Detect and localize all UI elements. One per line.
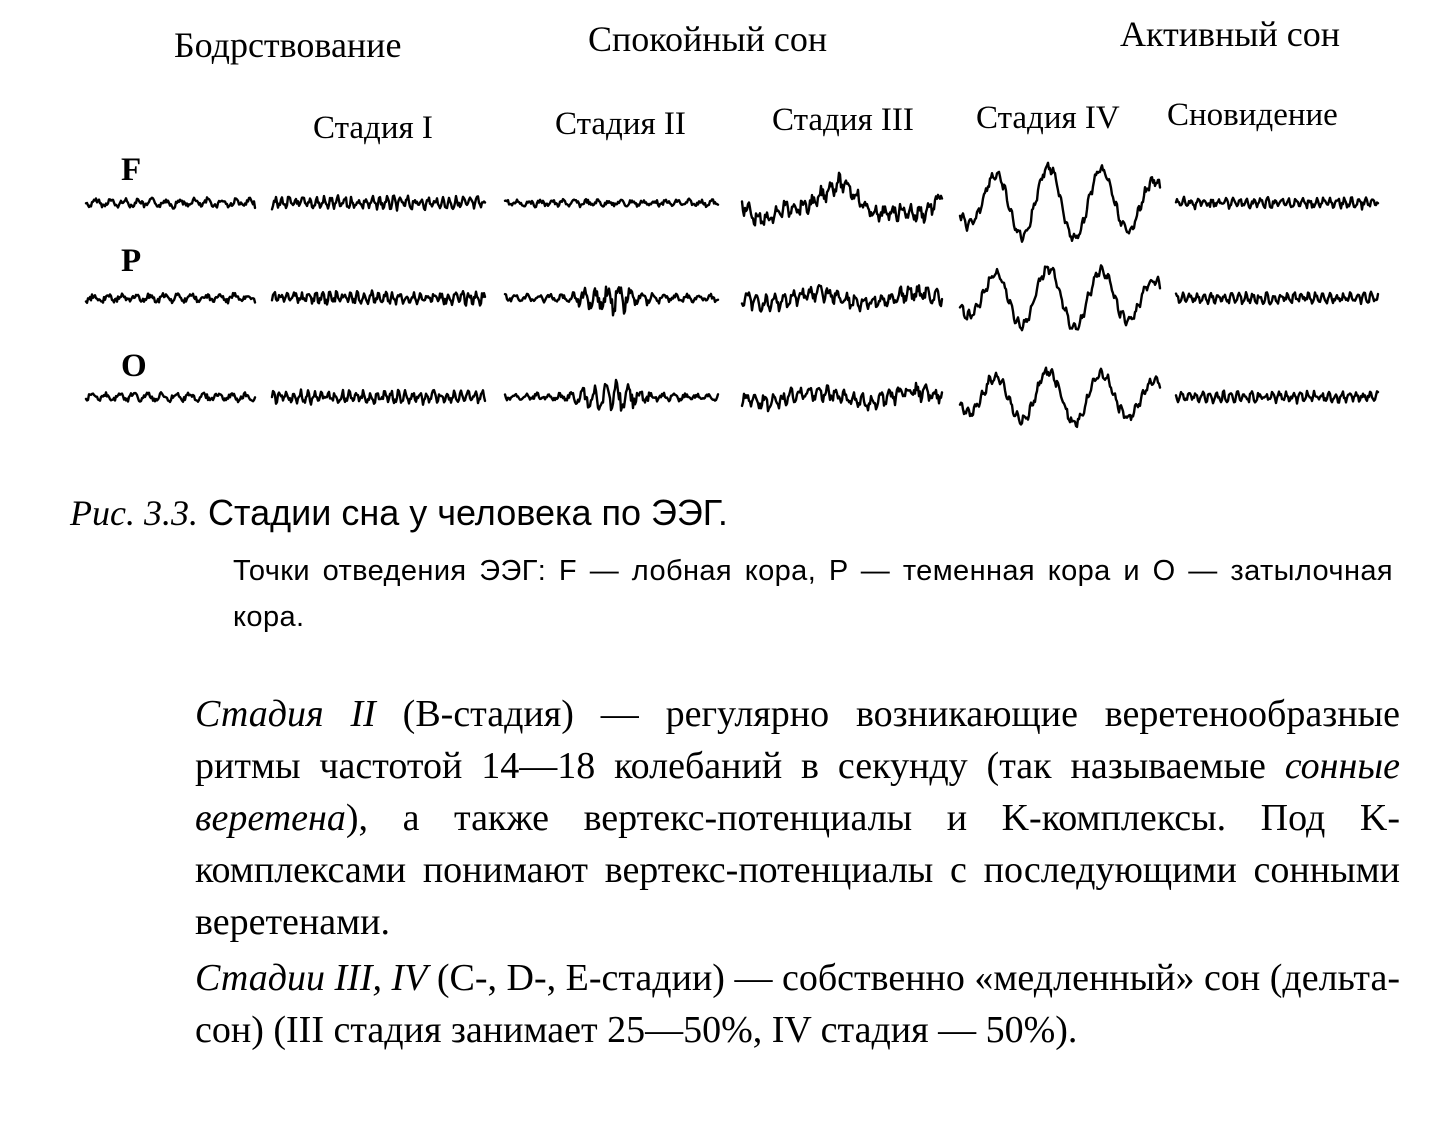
eeg-trace-f-4 bbox=[742, 173, 942, 226]
stage-label-1: Стадия I bbox=[313, 110, 433, 146]
paragraph-stage-2-text-a: (B-стадия) — регулярно возникающие веретенообразные ритмы частотой 14—18 колебаний в секунду (так называемые bbox=[195, 693, 1400, 787]
eeg-trace-p-6 bbox=[1176, 292, 1378, 305]
eeg-trace-p-4 bbox=[742, 285, 942, 311]
eeg-trace-f-1 bbox=[86, 197, 255, 208]
stage-label-4: Стадия IV bbox=[976, 100, 1120, 136]
stage-label-dream: Сновидение bbox=[1167, 97, 1338, 133]
eeg-trace-p-5 bbox=[960, 265, 1160, 330]
eeg-trace-o-5 bbox=[960, 368, 1160, 427]
paragraph-stage-2 bbox=[195, 688, 1400, 948]
term-sleep-spindles: сонные веретена bbox=[195, 745, 1400, 839]
eeg-trace-f-3 bbox=[505, 199, 718, 208]
eeg-trace-o-2 bbox=[272, 390, 485, 405]
eeg-trace-p-3 bbox=[505, 287, 718, 316]
lead-label-p: P bbox=[121, 243, 142, 279]
eeg-trace-p-1 bbox=[86, 293, 255, 303]
term-stage-3-4: Стадии III, IV bbox=[195, 957, 428, 999]
eeg-trace-p-2 bbox=[272, 291, 485, 306]
group-label-active-sleep: Активный сон bbox=[1120, 14, 1340, 54]
paragraph-stage-2-text-b: ), а также вертекс-потенциалы и K-комплексы. Под K-комплексами понимают вертекс-потенциалы с последующими сонными веретенами. bbox=[195, 797, 1400, 943]
eeg-trace-o-4 bbox=[742, 383, 942, 411]
eeg-trace-f-5 bbox=[960, 163, 1160, 242]
group-label-wake: Бодрствование bbox=[174, 25, 402, 65]
lead-label-o: O bbox=[121, 348, 147, 384]
figure-number: Рис. 3.3. bbox=[70, 493, 198, 533]
figure-title: Стадии сна у человека по ЭЭГ. bbox=[207, 492, 728, 533]
eeg-trace-o-6 bbox=[1176, 391, 1378, 404]
stage-label-3: Стадия III bbox=[772, 102, 914, 138]
term-stage-2: Стадия II bbox=[195, 693, 376, 735]
paragraph-stage-3-4-text: (C-, D-, E-стадии) — собственно «медленный» сон (дельта-сон) (III стадия занимает 25—50%, IV стадия — 50%). bbox=[195, 957, 1401, 1051]
paragraph-stage-3-4 bbox=[195, 952, 1400, 1056]
eeg-trace-o-1 bbox=[86, 392, 255, 402]
stage-label-2: Стадия II bbox=[555, 106, 686, 142]
eeg-traces bbox=[0, 0, 1436, 470]
lead-label-f: F bbox=[121, 152, 142, 188]
figure-caption bbox=[70, 492, 728, 534]
figure-note: Точки отведения ЭЭГ: F — лобная кора, P — теменная кора и O — затылочная кора. bbox=[233, 555, 1393, 633]
eeg-trace-f-6 bbox=[1176, 197, 1378, 210]
eeg-trace-f-2 bbox=[272, 195, 485, 210]
eeg-trace-o-3 bbox=[505, 380, 718, 411]
group-label-quiet-sleep: Спокойный сон bbox=[588, 19, 828, 59]
